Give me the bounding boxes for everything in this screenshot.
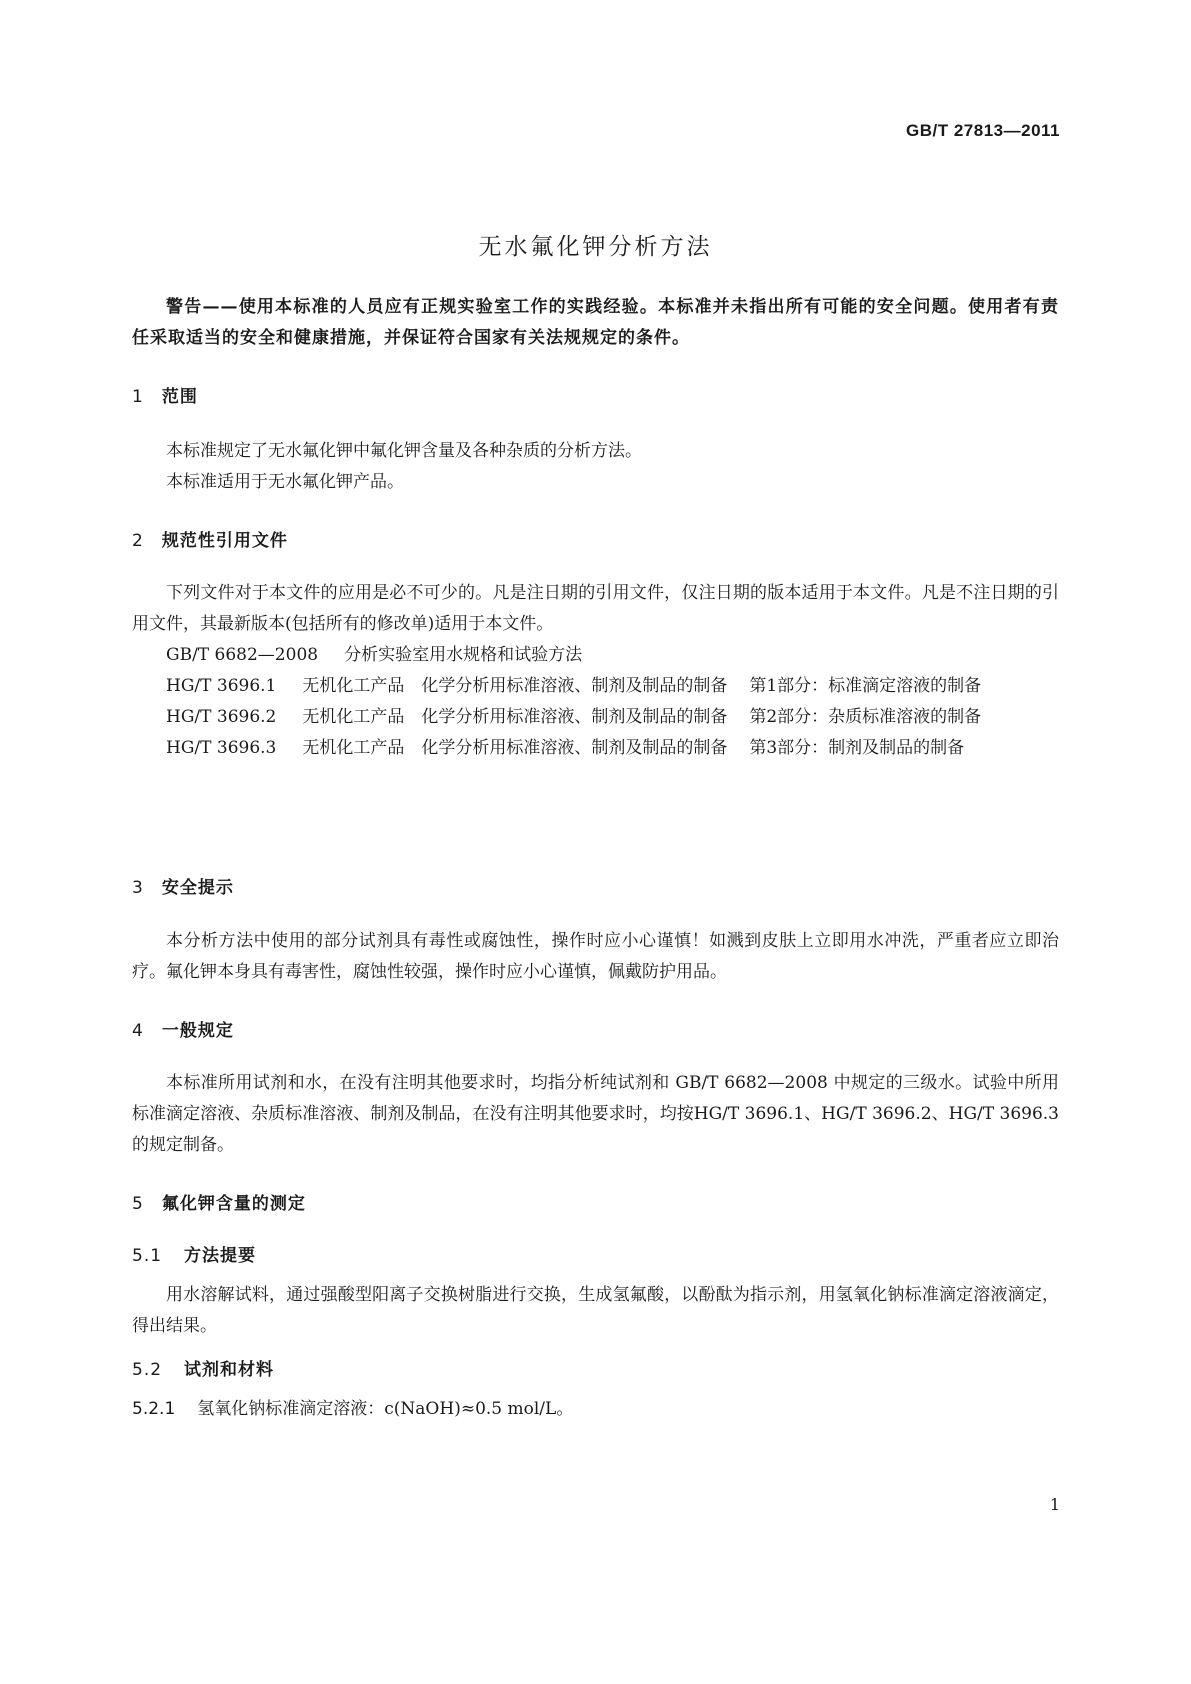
- section-number: 2: [132, 531, 144, 551]
- reference-item: [132, 671, 1059, 702]
- reference-part: 第2部分：杂质标准溶液的制备: [749, 707, 982, 727]
- section-title: 规范性引用文件: [161, 531, 288, 551]
- paragraph: 下列文件对于本文件的应用是必不可少的。凡是注日期的引用文件，仅注日期的版本适用于本文件。凡是不注日期的引用文件，其最新版本(包括所有的修改单)适用于本文件。: [132, 583, 1059, 634]
- reference-item: [132, 640, 1059, 671]
- section-title: 方法提要: [184, 1246, 257, 1266]
- section-number: 1: [132, 387, 144, 407]
- section-title: 一般规定: [161, 1021, 234, 1041]
- standard-code: GB/T 27813—2011: [906, 121, 1060, 140]
- reference-code: GB/T 6682—2008: [166, 645, 319, 665]
- section-3-heading: [132, 873, 234, 898]
- warning-block: [132, 292, 1059, 354]
- section-1-body: [132, 436, 1059, 498]
- section-title: 范围: [161, 387, 198, 407]
- section-5-1-body: [132, 1280, 1059, 1342]
- section-5-heading: [132, 1189, 306, 1214]
- section-2-heading: [132, 526, 288, 551]
- section-title: 试剂和材料: [184, 1360, 275, 1380]
- paragraph: 本标准适用于无水氟化钾产品。: [166, 472, 404, 492]
- document-title: 无水氟化钾分析方法: [478, 234, 713, 260]
- reference-part: 第1部分：标准滴定溶液的制备: [749, 676, 982, 696]
- reference-part: 第3部分：制剂及制品的制备: [749, 738, 965, 758]
- reference-title: 无机化工产品 化学分析用标准溶液、制剂及制品的制备: [302, 738, 728, 758]
- paragraph: 本分析方法中使用的部分试剂具有毒性或腐蚀性，操作时应小心谨慎！如溅到皮肤上立即用水冲洗，严重者应立即治疗。氟化钾本身具有毒害性，腐蚀性较强，操作时应小心谨慎，佩戴防护用品。: [132, 931, 1059, 982]
- section-5-2-heading: [132, 1355, 274, 1380]
- section-number: 3: [132, 878, 144, 898]
- section-title: 安全提示: [161, 878, 234, 898]
- page-number: 1: [1049, 1495, 1060, 1514]
- section-5-1-heading: [132, 1241, 256, 1266]
- section-3-body: [132, 926, 1059, 988]
- paragraph: 用水溶解试料，通过强酸型阳离子交换树脂进行交换，生成氢氟酸，以酚酞为指示剂，用氢氧化钠标准滴定溶液滴定，得出结果。: [132, 1285, 1059, 1336]
- reference-code: HG/T 3696.3: [166, 738, 277, 758]
- section-number: 5.1: [132, 1246, 163, 1266]
- paragraph: 本标准规定了无水氟化钾中氟化钾含量及各种杂质的分析方法。: [166, 441, 642, 461]
- section-title: 氟化钾含量的测定: [161, 1194, 306, 1214]
- numbered-item: [132, 1394, 1059, 1425]
- item-number: 5.2.1: [132, 1399, 176, 1419]
- section-4-heading: [132, 1016, 234, 1041]
- section-number: 4: [132, 1021, 144, 1041]
- section-2-body: [132, 578, 1059, 764]
- reference-item: [132, 702, 1059, 733]
- section-number: 5.2: [132, 1360, 163, 1380]
- warning-text: 警告——使用本标准的人员应有正规实验室工作的实践经验。本标准并未指出所有可能的安全问题。使用者有责任采取适当的安全和健康措施，并保证符合国家有关法规规定的条件。: [132, 297, 1059, 348]
- reference-title: 无机化工产品 化学分析用标准溶液、制剂及制品的制备: [302, 707, 728, 727]
- item-text: 氢氧化钠标准滴定溶液：c(NaOH)≈0.5 mol/L。: [197, 1399, 574, 1419]
- paragraph: 本标准所用试剂和水，在没有注明其他要求时，均指分析纯试剂和 GB/T 6682—2008 中规定的三级水。试验中所用标准滴定溶液、杂质标准溶液、制剂及制品，在没有注明其他要求时，均按HG/T 3696.1、HG/T 3696.2、HG/T 3696.3 的规定制备。: [132, 1073, 1059, 1155]
- section-1-heading: [132, 382, 198, 407]
- section-number: 5: [132, 1194, 144, 1214]
- section-5-2-1-body: [132, 1394, 1059, 1425]
- reference-code: HG/T 3696.2: [166, 707, 277, 727]
- reference-title: 分析实验室用水规格和试验方法: [344, 645, 583, 665]
- section-4-body: [132, 1068, 1059, 1161]
- reference-item: [132, 733, 1059, 764]
- reference-code: HG/T 3696.1: [166, 676, 277, 696]
- reference-title: 无机化工产品 化学分析用标准溶液、制剂及制品的制备: [302, 676, 728, 696]
